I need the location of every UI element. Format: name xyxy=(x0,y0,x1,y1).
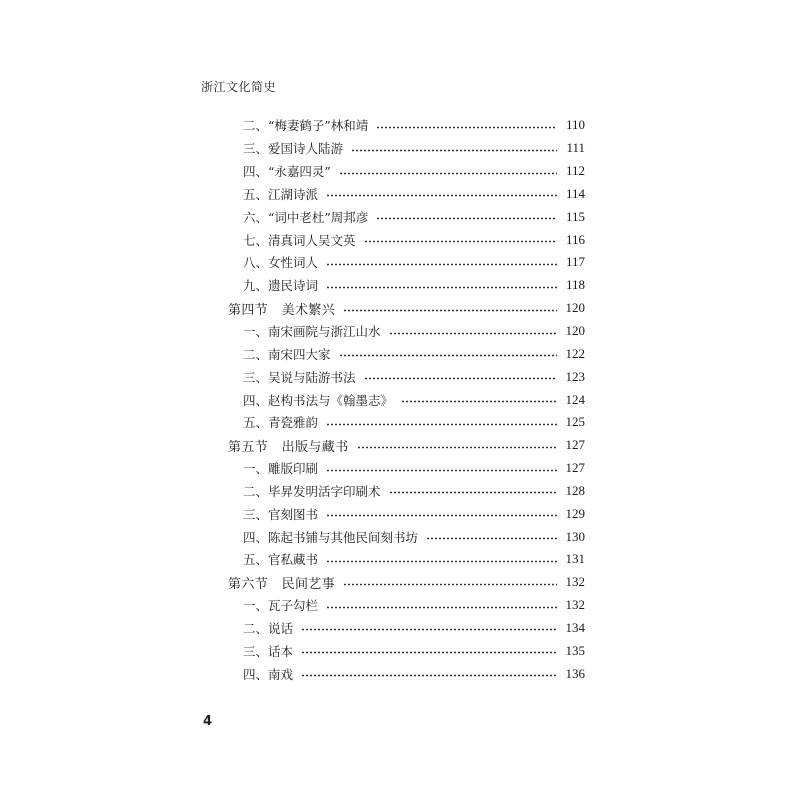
toc-entry-row xyxy=(0,411,800,434)
toc-entry-title: 二、“梅妻鹤子”林和靖 xyxy=(243,118,369,134)
toc-entry-row xyxy=(0,365,800,388)
toc-page-number: 124 xyxy=(565,391,585,407)
toc-entry-title: 三、话本 xyxy=(243,643,294,659)
toc-page-number: 135 xyxy=(565,642,585,658)
toc-entry-row xyxy=(0,480,800,503)
toc-entry-title: 七、清真词人吴文英 xyxy=(243,232,356,248)
toc-entry-row xyxy=(0,251,800,274)
toc-page-number: 125 xyxy=(565,414,585,430)
toc-page-number: 129 xyxy=(565,505,585,521)
toc-page-number: 123 xyxy=(565,368,585,384)
toc-entry-row xyxy=(0,274,800,297)
toc-entry-title: 六、“词中老杜”周邦彦 xyxy=(243,209,369,225)
toc-entry-row xyxy=(0,205,800,228)
table-of-contents xyxy=(0,114,800,685)
toc-entry-title: 一、南宋画院与浙江山水 xyxy=(243,324,381,340)
dot-leader xyxy=(301,674,557,678)
toc-entry-title: 三、爱国诗人陆游 xyxy=(243,141,344,157)
dot-leader xyxy=(389,331,557,335)
toc-entry-row xyxy=(0,502,800,525)
toc-page-number: 127 xyxy=(565,437,585,453)
toc-entry-title: 五、官私藏书 xyxy=(243,552,319,568)
toc-page-number: 116 xyxy=(565,231,585,247)
toc-page-number: 110 xyxy=(565,117,585,133)
toc-page-number: 118 xyxy=(565,277,585,293)
dot-leader xyxy=(326,468,557,472)
toc-entry-title: 九、遗民诗词 xyxy=(243,278,319,294)
toc-entry-row xyxy=(0,320,800,343)
dot-leader xyxy=(376,125,557,129)
toc-entry-title: 五、江湖诗派 xyxy=(243,186,319,202)
toc-section-row xyxy=(0,571,800,594)
toc-entry-title: 三、官刻图书 xyxy=(243,506,319,522)
toc-entry-title: 一、瓦子勾栏 xyxy=(243,598,319,614)
toc-page-number: 117 xyxy=(565,254,585,270)
dot-leader xyxy=(357,445,557,449)
dot-leader xyxy=(326,285,557,289)
dot-leader xyxy=(389,491,557,495)
running-head: 浙江文化简史 xyxy=(201,80,277,94)
toc-entry-row xyxy=(0,662,800,685)
toc-entry-row xyxy=(0,183,800,206)
toc-page-number: 134 xyxy=(565,619,585,635)
toc-entry-title: 四、赵构书法与《翰墨志》 xyxy=(243,392,394,408)
dot-leader xyxy=(326,559,557,563)
dot-leader xyxy=(343,582,557,586)
toc-page-number: 120 xyxy=(565,323,585,339)
toc-section-row xyxy=(0,434,800,457)
toc-entry-title: 五、青瓷雅韵 xyxy=(243,415,319,431)
toc-page-number: 111 xyxy=(566,140,585,156)
toc-entry-title: 二、南宋四大家 xyxy=(243,346,331,362)
toc-entry-row xyxy=(0,639,800,662)
toc-entry-title: 二、毕昇发明活字印刷术 xyxy=(243,483,381,499)
toc-entry-title: 第五节 出版与藏书 xyxy=(228,439,349,455)
toc-page-number: 128 xyxy=(565,482,585,498)
toc-entry-row xyxy=(0,388,800,411)
dot-leader xyxy=(376,217,557,221)
toc-entry-title: 八、女性词人 xyxy=(243,255,319,271)
toc-entry-row xyxy=(0,228,800,251)
toc-entry-title: 四、南戏 xyxy=(243,666,294,682)
toc-page-number: 120 xyxy=(565,300,585,316)
toc-page-number: 130 xyxy=(565,528,585,544)
toc-section-row xyxy=(0,297,800,320)
toc-entry-row xyxy=(0,137,800,160)
dot-leader xyxy=(326,262,557,266)
dot-leader xyxy=(339,171,557,175)
page-number: 4 xyxy=(203,714,213,729)
dot-leader xyxy=(326,422,557,426)
toc-entry-row xyxy=(0,457,800,480)
dot-leader xyxy=(426,537,557,541)
toc-page-number: 136 xyxy=(565,665,585,681)
toc-entry-title: 四、“永嘉四灵” xyxy=(243,164,331,180)
toc-page-number: 132 xyxy=(565,574,585,590)
toc-entry-title: 一、雕版印刷 xyxy=(243,461,319,477)
toc-page-number: 112 xyxy=(565,163,585,179)
dot-leader xyxy=(326,605,557,609)
toc-entry-title: 四、陈起书铺与其他民间刻书坊 xyxy=(243,529,419,545)
toc-page-number: 115 xyxy=(565,208,585,224)
toc-entry-row xyxy=(0,114,800,137)
toc-entry-title: 二、说话 xyxy=(243,620,294,636)
toc-entry-row xyxy=(0,525,800,548)
dot-leader xyxy=(301,628,557,632)
dot-leader xyxy=(364,377,557,381)
toc-page-number: 127 xyxy=(565,460,585,476)
toc-page-number: 114 xyxy=(565,185,585,201)
toc-page-number: 132 xyxy=(565,597,585,613)
dot-leader xyxy=(326,194,557,198)
toc-entry-row xyxy=(0,160,800,183)
toc-entry-row xyxy=(0,342,800,365)
toc-entry-row xyxy=(0,548,800,571)
toc-page-number: 131 xyxy=(565,551,585,567)
dot-leader xyxy=(364,240,557,244)
toc-entry-title: 三、吴说与陆游书法 xyxy=(243,369,356,385)
dot-leader xyxy=(351,148,557,152)
dot-leader xyxy=(339,354,557,358)
toc-page-number: 122 xyxy=(565,345,585,361)
toc-entry-title: 第六节 民间艺事 xyxy=(228,576,336,592)
toc-entry-row xyxy=(0,594,800,617)
dot-leader xyxy=(343,308,557,312)
toc-entry-row xyxy=(0,617,800,640)
dot-leader xyxy=(301,651,557,655)
toc-entry-title: 第四节 美术繁兴 xyxy=(228,302,336,318)
dot-leader xyxy=(326,514,557,518)
dot-leader xyxy=(401,400,557,404)
